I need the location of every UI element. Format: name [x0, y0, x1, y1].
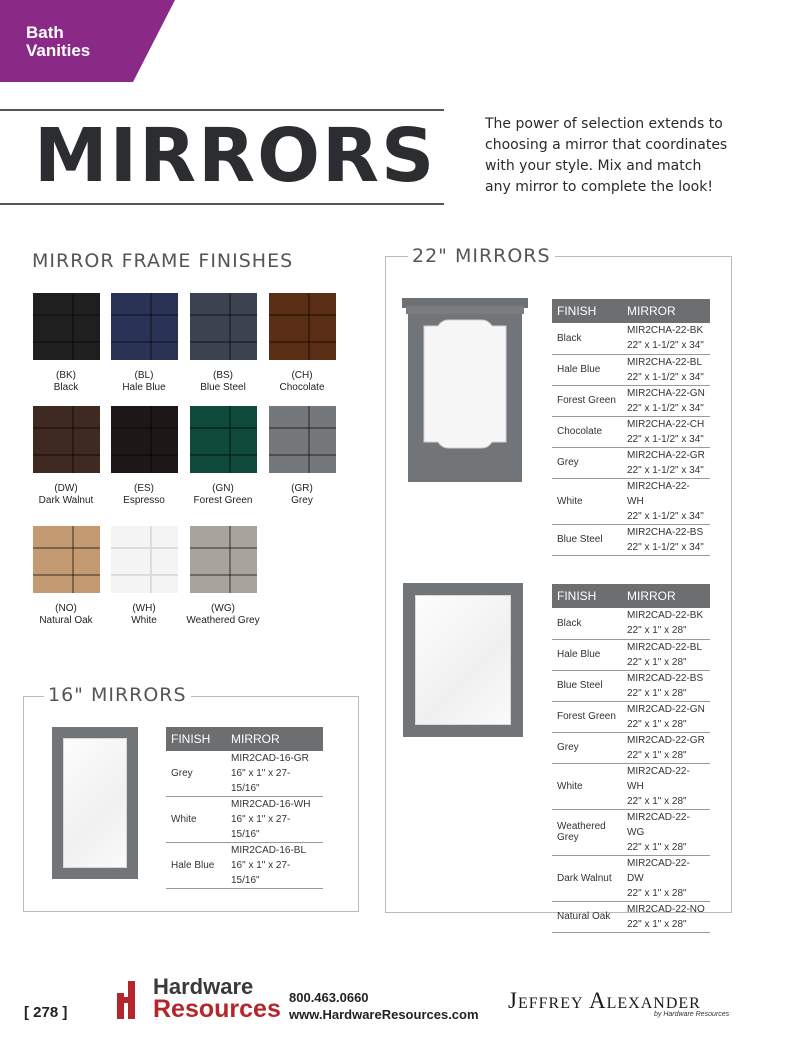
- col-mirror: MIRROR: [226, 727, 323, 751]
- finish-name: White: [131, 615, 157, 626]
- dimension-text: 22" x 1" x 28": [627, 625, 687, 637]
- title-top-rule: [0, 109, 444, 111]
- table-row: [166, 843, 323, 889]
- dimension-text: 22" x 1-1/2" x 34": [627, 464, 704, 476]
- mirror-cell: [226, 751, 323, 797]
- table-row: [552, 323, 710, 354]
- mirror-cell: [622, 323, 710, 354]
- mirrors22-table-b: [552, 584, 710, 933]
- finish-name: Blue Steel: [200, 382, 246, 393]
- finish-cell: Chocolate: [552, 416, 622, 447]
- sku-text: MIR2CAD-22-BK: [627, 610, 704, 622]
- table-row: [552, 639, 710, 670]
- col-mirror: MIRROR: [622, 299, 710, 323]
- mirror-cell: [622, 901, 710, 932]
- brand-line1: Hardware: [153, 974, 254, 999]
- mirror-cell: [622, 670, 710, 701]
- finish-cell: Grey: [166, 751, 226, 797]
- sku-text: MIR2CHA-22-BL: [627, 356, 703, 368]
- dimension-text: 16" x 1" x 27-15/16": [231, 814, 291, 840]
- finish-cell: White: [166, 797, 226, 843]
- finish-code: (GR): [291, 483, 313, 494]
- finish-name: Grey: [291, 495, 313, 506]
- mirror16-image: [52, 727, 138, 879]
- table-row: [552, 701, 710, 732]
- sku-text: MIR2CHA-22-BS: [627, 526, 704, 538]
- finish-name: Espresso: [123, 495, 165, 506]
- intro-text: The power of selection extends to choosing a mirror that coordinates with your style. Mix and match any mirror to complete the look!: [485, 116, 728, 195]
- mirror22-cade-glass: [415, 595, 511, 725]
- finish-name: Black: [53, 382, 79, 393]
- sku-text: MIR2CAD-22-BL: [627, 641, 703, 653]
- mirror-cell: [622, 478, 710, 524]
- sku-text: MIR2CAD-22-GR: [627, 734, 705, 746]
- finish-cell: Blue Steel: [552, 524, 622, 555]
- finish-cell: Hale Blue: [552, 639, 622, 670]
- finish-name: Weathered Grey: [186, 615, 260, 626]
- finish-swatch: [269, 406, 336, 473]
- mirror-cell: [622, 855, 710, 901]
- mirror-cell: [622, 639, 710, 670]
- finish-code: (GN): [212, 483, 234, 494]
- table-row: [552, 385, 710, 416]
- mirror-cell: [622, 354, 710, 385]
- dimension-text: 22" x 1" x 28": [627, 795, 687, 807]
- sku-text: MIR2CAD-22-DW: [627, 857, 690, 884]
- finish-cell: Forest Green: [552, 701, 622, 732]
- finish-swatch: [111, 406, 178, 473]
- dimension-text: 22" x 1-1/2" x 34": [627, 510, 704, 522]
- mirror-cell: [622, 732, 710, 763]
- sku-text: MIR2CHA-22-GN: [627, 387, 705, 399]
- finish-cell: Grey: [552, 447, 622, 478]
- finish-cell: Hale Blue: [166, 843, 226, 889]
- dimension-text: 22" x 1" x 28": [627, 841, 687, 853]
- table-row: [552, 732, 710, 763]
- mirror-cell: [622, 763, 710, 809]
- hardware-resources-logo: [153, 974, 281, 1023]
- table-row: [552, 809, 710, 855]
- table-row: [552, 901, 710, 932]
- finish-code: (ES): [134, 483, 154, 494]
- sku-text: MIR2CAD-16-WH: [231, 799, 311, 810]
- finish-swatch: [190, 293, 257, 360]
- finish-swatch: [111, 293, 178, 360]
- contact-block: [289, 989, 479, 1023]
- jeffrey-alexander-logo: Jeffrey Alexander: [508, 988, 701, 1013]
- sku-text: MIR2CAD-22-WG: [627, 811, 690, 838]
- mirrors16-table: [166, 727, 323, 889]
- finish-name: Chocolate: [279, 382, 325, 393]
- finish-swatch: [111, 526, 178, 593]
- section-tab-label: Bath Vanities: [26, 23, 91, 60]
- mirror22-chatham-image: [402, 298, 528, 482]
- finish-cell: Black: [552, 323, 622, 354]
- finish-swatch: [190, 406, 257, 473]
- mirror-cell: [226, 843, 323, 889]
- finish-cell: White: [552, 478, 622, 524]
- finish-cell: Natural Oak: [552, 901, 622, 932]
- finish-cell: Blue Steel: [552, 670, 622, 701]
- mirror22-cade-image: [403, 583, 523, 737]
- table-row: [552, 608, 710, 639]
- dimension-text: 22" x 1-1/2" x 34": [627, 433, 704, 445]
- sku-text: MIR2CHA-22-BK: [627, 325, 704, 337]
- mirror-cell: [622, 524, 710, 555]
- mirrors22-table-a: [552, 299, 710, 556]
- dimension-text: 16" x 1" x 27-15/16": [231, 768, 291, 794]
- mirror-cell: [622, 385, 710, 416]
- mirror-cell: [622, 416, 710, 447]
- mirror-cell: [622, 701, 710, 732]
- finish-code: (WH): [132, 603, 156, 614]
- finish-code: (DW): [54, 483, 78, 494]
- hardware-resources-logo-icon: [117, 981, 147, 1019]
- table-row: [552, 524, 710, 555]
- sku-text: MIR2CAD-22-BS: [627, 672, 704, 684]
- table-row: [552, 354, 710, 385]
- finish-code: (NO): [55, 603, 77, 614]
- table-row: [166, 797, 323, 843]
- mirrors16-heading: 16" MIRRORS: [44, 684, 191, 706]
- col-mirror: MIRROR: [622, 584, 710, 608]
- mirror-cell: [226, 797, 323, 843]
- finish-name: Forest Green: [193, 495, 253, 506]
- dimension-text: 22" x 1" x 28": [627, 718, 687, 730]
- finish-swatch: [33, 526, 100, 593]
- finish-name: Natural Oak: [39, 615, 93, 626]
- finish-code: (BL): [134, 370, 154, 381]
- mirror-cell: [622, 447, 710, 478]
- mirror16-glass: [63, 738, 127, 868]
- sku-text: MIR2CHA-22-WH: [627, 480, 690, 507]
- col-finish: FINISH: [552, 299, 622, 323]
- col-finish: FINISH: [552, 584, 622, 608]
- dimension-text: 22" x 1" x 28": [627, 749, 687, 761]
- finish-swatch: [190, 526, 257, 593]
- table-row: [552, 416, 710, 447]
- dimension-text: 22" x 1-1/2" x 34": [627, 541, 704, 553]
- mirror-cell: [622, 809, 710, 855]
- finishes-heading: MIRROR FRAME FINISHES: [28, 250, 297, 272]
- dimension-text: 16" x 1" x 27-15/16": [231, 860, 291, 886]
- jeffrey-alexander-subtitle: by Hardware Resources: [654, 1011, 730, 1018]
- finish-code: (WG): [211, 603, 235, 614]
- sku-text: MIR2CAD-16-BL: [231, 845, 307, 856]
- finish-name: Dark Walnut: [38, 495, 94, 506]
- sku-text: MIR2CAD-16-GR: [231, 753, 309, 764]
- mirrors22-heading: 22" MIRRORS: [408, 245, 555, 267]
- phone-number: 800.463.0660: [289, 990, 369, 1005]
- finish-cell: Weathered Grey: [552, 809, 622, 855]
- dimension-text: 22" x 1" x 28": [627, 656, 687, 668]
- finish-swatch: [269, 293, 336, 360]
- table-row: [166, 751, 323, 797]
- sku-text: MIR2CAD-22-GN: [627, 703, 705, 715]
- finish-cell: Hale Blue: [552, 354, 622, 385]
- finish-code: (CH): [291, 370, 313, 381]
- title-bottom-rule: [0, 203, 444, 205]
- dimension-text: 22" x 1-1/2" x 34": [627, 340, 704, 352]
- mirror-cell: [622, 608, 710, 639]
- sku-text: MIR2CHA-22-CH: [627, 418, 705, 430]
- finish-swatch: [33, 406, 100, 473]
- finish-code: (BS): [213, 370, 233, 381]
- dimension-text: 22" x 1-1/2" x 34": [627, 371, 704, 383]
- finish-cell: Dark Walnut: [552, 855, 622, 901]
- brand-line2: Resources: [153, 995, 281, 1023]
- table-row: [552, 855, 710, 901]
- page-number: [ 278 ]: [24, 1004, 68, 1021]
- website-link[interactable]: www.HardwareResources.com: [289, 1007, 479, 1022]
- table-row: [552, 478, 710, 524]
- col-finish: FINISH: [166, 727, 226, 751]
- sku-text: MIR2CHA-22-GR: [627, 449, 705, 461]
- dimension-text: 22" x 1" x 28": [627, 887, 687, 899]
- finish-cell: Forest Green: [552, 385, 622, 416]
- dimension-text: 22" x 1" x 28": [627, 918, 687, 930]
- finish-swatch: [33, 293, 100, 360]
- finish-cell: Grey: [552, 732, 622, 763]
- table-row: [552, 670, 710, 701]
- dimension-text: 22" x 1" x 28": [627, 687, 687, 699]
- table-row: [552, 447, 710, 478]
- table-row: [552, 763, 710, 809]
- finish-cell: White: [552, 763, 622, 809]
- finish-code: (BK): [56, 370, 76, 381]
- page-title: MIRRORS: [34, 113, 437, 199]
- dimension-text: 22" x 1-1/2" x 34": [627, 402, 704, 414]
- sku-text: MIR2CAD-22-WH: [627, 765, 690, 792]
- sku-text: MIR2CAD-22-NO: [627, 903, 705, 915]
- finish-name: Hale Blue: [122, 382, 166, 393]
- finish-cell: Black: [552, 608, 622, 639]
